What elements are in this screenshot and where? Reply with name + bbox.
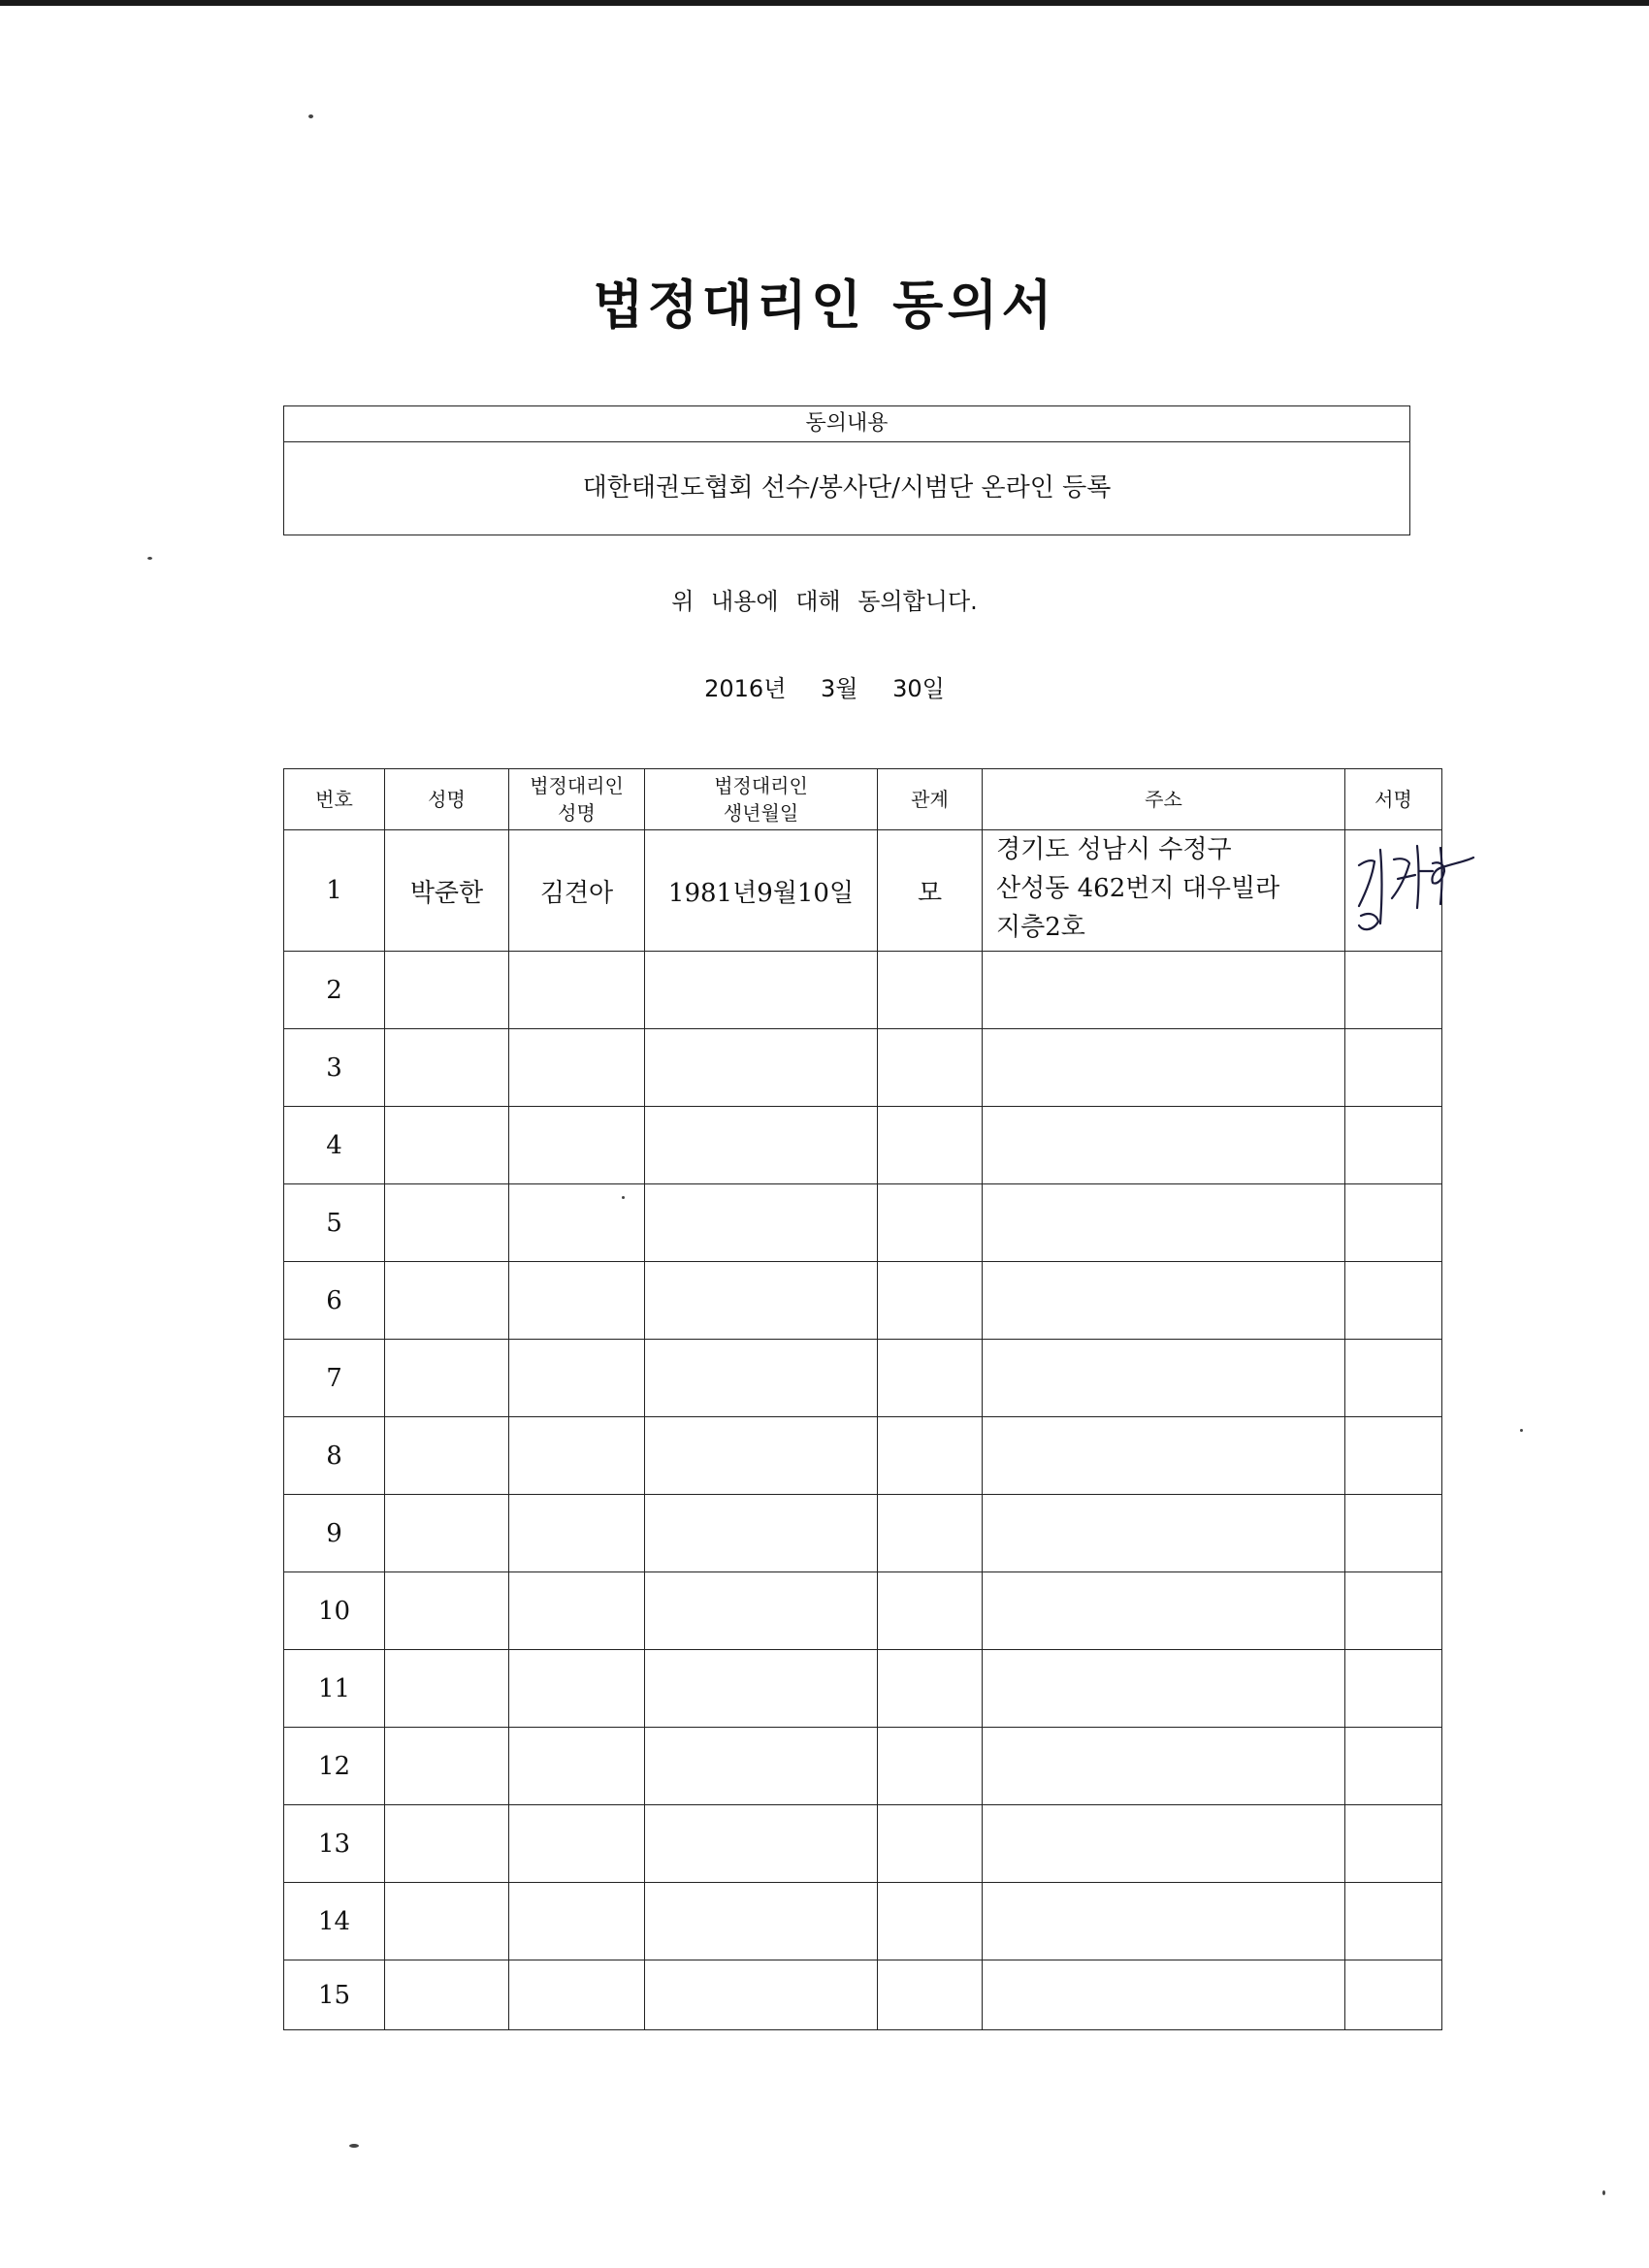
cell-empty (645, 1650, 878, 1728)
cell-empty (509, 1650, 645, 1728)
agreement-word: 위 (671, 588, 695, 615)
cell-no: 6 (284, 1262, 385, 1340)
cell-empty (509, 1960, 645, 2030)
cell-empty (1345, 1960, 1442, 2030)
table-row (284, 1650, 1442, 1728)
header-guardian-birth-line: 생년월일 (723, 801, 799, 825)
cell-empty (385, 1184, 509, 1262)
cell-empty (385, 1107, 509, 1184)
cell-empty (878, 1495, 983, 1572)
cell-signature (1345, 830, 1442, 952)
table-row (284, 1883, 1442, 1960)
cell-empty (509, 1417, 645, 1495)
table-row (284, 830, 1442, 952)
cell-empty (878, 1029, 983, 1107)
cell-empty (983, 1650, 1345, 1728)
cell-empty (878, 1650, 983, 1728)
date-day: 30일 (892, 675, 945, 702)
cell-empty (509, 1805, 645, 1883)
cell-empty (385, 1960, 509, 2030)
table-row (284, 1340, 1442, 1417)
cell-empty (385, 1805, 509, 1883)
scan-speck (308, 114, 313, 118)
cell-empty (645, 1029, 878, 1107)
consent-box (283, 405, 1410, 535)
guardian-roster-table (283, 768, 1442, 2030)
scan-speck (1602, 2190, 1605, 2195)
cell-empty (878, 1262, 983, 1340)
scan-speck (349, 2144, 359, 2148)
agreement-word: 대해 (795, 588, 841, 615)
cell-empty (983, 952, 1345, 1029)
cell-no: 3 (284, 1029, 385, 1107)
cell-empty (385, 1262, 509, 1340)
cell-empty (983, 1417, 1345, 1495)
cell-empty (878, 1728, 983, 1805)
cell-empty (645, 1805, 878, 1883)
table-row (284, 1960, 1442, 2030)
cell-empty (645, 1495, 878, 1572)
cell-empty (509, 1728, 645, 1805)
cell-empty (385, 952, 509, 1029)
cell-empty (1345, 1805, 1442, 1883)
cell-empty (1345, 1417, 1442, 1495)
cell-empty (878, 1184, 983, 1262)
cell-no: 2 (284, 952, 385, 1029)
cell-empty (385, 1883, 509, 1960)
address-line: 지층2호 (996, 913, 1085, 942)
cell-empty (983, 1340, 1345, 1417)
table-row (284, 1728, 1442, 1805)
cell-no: 13 (284, 1805, 385, 1883)
cell-guardian-birth: 1981년9월10일 (645, 830, 878, 952)
agreement-statement (0, 582, 1649, 616)
title-word: 동의서 (892, 275, 1056, 336)
cell-empty (983, 1495, 1345, 1572)
cell-empty (1345, 1728, 1442, 1805)
cell-empty (878, 952, 983, 1029)
table-row (284, 1262, 1442, 1340)
cell-no: 5 (284, 1184, 385, 1262)
cell-no: 9 (284, 1495, 385, 1572)
cell-empty (983, 1262, 1345, 1340)
cell-empty (1345, 1262, 1442, 1340)
cell-empty (509, 1029, 645, 1107)
cell-empty (509, 1262, 645, 1340)
cell-empty (385, 1495, 509, 1572)
table-row (284, 1805, 1442, 1883)
cell-empty (878, 1417, 983, 1495)
cell-empty (1345, 1340, 1442, 1417)
cell-no: 1 (284, 830, 385, 952)
cell-guardian-name: 김견아 (509, 830, 645, 952)
cell-empty (983, 1184, 1345, 1262)
cell-empty (645, 1417, 878, 1495)
cell-empty (1345, 1495, 1442, 1572)
header-relation: 관계 (878, 769, 983, 830)
cell-empty (878, 1572, 983, 1650)
cell-empty (645, 1262, 878, 1340)
address-line: 경기도 성남시 수정구 (996, 835, 1232, 864)
cell-empty (645, 1960, 878, 2030)
cell-empty (385, 1572, 509, 1650)
cell-empty (385, 1728, 509, 1805)
header-guardian-name-line: 성명 (558, 801, 596, 825)
header-guardian-birth-line: 법정대리인 (714, 774, 808, 797)
cell-empty (878, 1340, 983, 1417)
cell-empty (983, 1805, 1345, 1883)
date-year: 2016년 (704, 675, 787, 702)
scan-speck (147, 557, 152, 560)
cell-empty (1345, 1650, 1442, 1728)
cell-no: 12 (284, 1728, 385, 1805)
cell-empty (878, 1805, 983, 1883)
cell-empty (645, 1107, 878, 1184)
cell-empty (509, 1883, 645, 1960)
cell-empty (509, 1495, 645, 1572)
cell-empty (645, 1340, 878, 1417)
cell-no: 14 (284, 1883, 385, 1960)
header-guardian-name (509, 769, 645, 830)
cell-no: 10 (284, 1572, 385, 1650)
header-address: 주소 (983, 769, 1345, 830)
consent-content: 대한태권도협회 선수/봉사단/시범단 온라인 등록 (582, 473, 1112, 502)
cell-empty (509, 952, 645, 1029)
table-row (284, 1495, 1442, 1572)
cell-empty (645, 1728, 878, 1805)
cell-relation: 모 (878, 830, 983, 952)
table-row (284, 1184, 1442, 1262)
cell-no: 7 (284, 1340, 385, 1417)
cell-no: 8 (284, 1417, 385, 1495)
cell-empty (1345, 1184, 1442, 1262)
table-row (284, 1107, 1442, 1184)
cell-empty (509, 1107, 645, 1184)
cell-empty (983, 1029, 1345, 1107)
cell-empty (983, 1572, 1345, 1650)
table-row (284, 1029, 1442, 1107)
table-row (284, 952, 1442, 1029)
cell-empty (983, 1883, 1345, 1960)
cell-no: 15 (284, 1960, 385, 2030)
cell-empty (385, 1417, 509, 1495)
title-word: 법정대리인 (593, 275, 866, 336)
cell-empty (1345, 1029, 1442, 1107)
table-header-row (284, 769, 1442, 830)
cell-empty (645, 1184, 878, 1262)
header-signature: 서명 (1345, 769, 1442, 830)
table-row (284, 1572, 1442, 1650)
cell-empty (878, 1883, 983, 1960)
address-line: 산성동 462번지 대우빌라 (996, 874, 1280, 903)
cell-empty (983, 1107, 1345, 1184)
cell-empty (645, 1883, 878, 1960)
cell-empty (385, 1650, 509, 1728)
cell-empty (509, 1184, 645, 1262)
date-month: 3월 (821, 675, 858, 702)
cell-empty (983, 1728, 1345, 1805)
scan-edge (0, 0, 1649, 6)
handwritten-signature (1351, 836, 1477, 943)
table-row (284, 1417, 1442, 1495)
header-guardian-name-line: 법정대리인 (530, 774, 624, 797)
cell-address (983, 830, 1345, 952)
agreement-word: 내용에 (711, 588, 779, 615)
consent-date (0, 669, 1649, 703)
agreement-word: 동의합니다. (857, 588, 978, 615)
cell-empty (509, 1340, 645, 1417)
consent-header: 동의내용 (284, 406, 1409, 442)
cell-empty (1345, 1883, 1442, 1960)
cell-empty (385, 1340, 509, 1417)
header-name: 성명 (385, 769, 509, 830)
cell-no: 11 (284, 1650, 385, 1728)
cell-empty (509, 1572, 645, 1650)
header-guardian-birth (645, 769, 878, 830)
cell-name: 박준한 (385, 830, 509, 952)
scan-speck (1520, 1429, 1523, 1432)
cell-empty (878, 1960, 983, 2030)
page-title (0, 264, 1649, 339)
cell-empty (645, 1572, 878, 1650)
cell-empty (878, 1107, 983, 1184)
cell-empty (1345, 952, 1442, 1029)
cell-no: 4 (284, 1107, 385, 1184)
cell-empty (983, 1960, 1345, 2030)
cell-empty (645, 952, 878, 1029)
cell-empty (385, 1029, 509, 1107)
cell-empty (1345, 1572, 1442, 1650)
header-no: 번호 (284, 769, 385, 830)
cell-empty (1345, 1107, 1442, 1184)
